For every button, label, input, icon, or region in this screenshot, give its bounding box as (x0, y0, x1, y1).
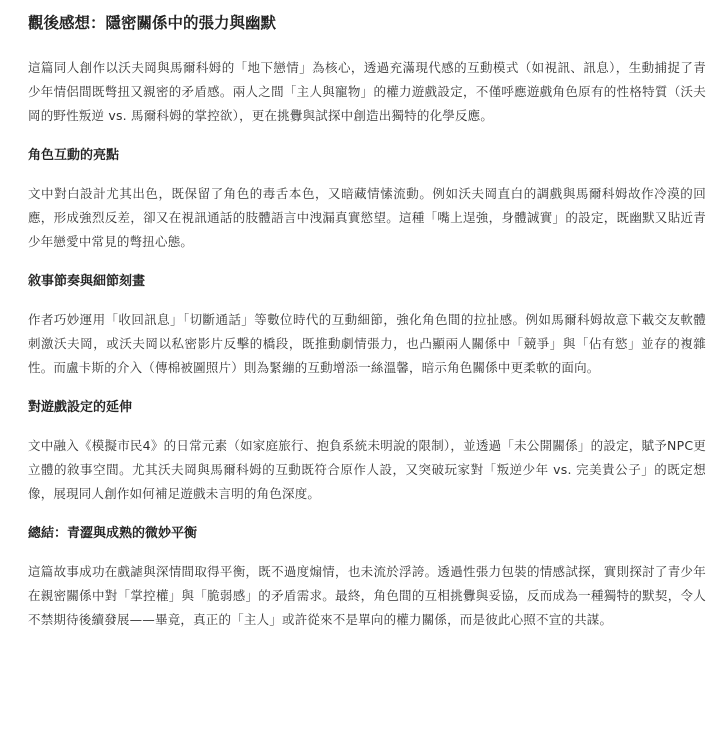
section-heading-summary: 總結：青澀與成熟的微妙平衡 (28, 526, 198, 541)
section-body-summary: 這篇故事成功在戲謔與深情間取得平衡，既不過度煽情，也未流於浮誇。透過性張力包裝的情感試探，實則探討了青少年在親密關係中對「掌控權」與「脆弱感」的矛盾需求。最終，角色間的互相挑釁與妥協，反而成為一種獨特的默契，令人不禁期待後續發展——畢竟，真正的「主人」或許從來不是單向的權力關係，而是彼此心照不宣的共謀。 (28, 564, 706, 627)
section-body-game-setting: 文中融入《模擬市民4》的日常元素（如家庭旅行、抱負系統未明說的限制），並透過「未公開關係」的設定，賦予NPC更立體的敘事空間。尤其沃夫岡與馬爾科姆的互動既符合原作人設，又突破玩家對「叛逆少年 vs. 完美貴公子」的既定想像，展現同人創作如何補足遊戲未言明的角色深度。 (28, 438, 706, 501)
page-title: 觀後感想：隱密關係中的張力與幽默 (28, 14, 277, 32)
section-heading-narrative-pacing: 敘事節奏與細節刻畫 (28, 274, 146, 289)
section-body-narrative-pacing: 作者巧妙運用「收回訊息」「切斷通話」等數位時代的互動細節，強化角色間的拉扯感。例如馬爾科姆故意下載交友軟體刺激沃夫岡，或沃夫岡以私密影片反擊的橋段，既推動劇情張力，也凸顯兩人關係中「競爭」與「佔有慾」並存的複雜性。而盧卡斯的介入（傳棉被圖照片）則為緊繃的互動增添一絲溫馨，暗示角色關係中更柔軟的面向。 (28, 312, 706, 375)
section-heading-game-setting: 對遊戲設定的延伸 (28, 400, 133, 415)
section-body-character-interaction: 文中對白設計尤其出色，既保留了角色的毒舌本色，又暗藏情愫流動。例如沃夫岡直白的調戲與馬爾科姆故作冷漠的回應，形成強烈反差，卻又在視訊通話的肢體語言中洩漏真實慾望。這種「嘴上逞強，身體誠實」的設定，既幽默又貼近青少年戀愛中常見的彆扭心態。 (28, 186, 706, 249)
intro-paragraph: 這篇同人創作以沃夫岡與馬爾科姆的「地下戀情」為核心，透過充滿現代感的互動模式（如視訊、訊息），生動捕捉了青少年情侶間既彆扭又親密的矛盾感。兩人之間「主人與寵物」的權力遊戲設定，不僅呼應遊戲角色原有的性格特質（沃夫岡的野性叛逆 vs. 馬爾科姆的掌控欲），更在挑釁與試探中創造出獨特的化學反應。 (28, 60, 706, 123)
section-heading-character-interaction: 角色互動的亮點 (28, 148, 120, 163)
